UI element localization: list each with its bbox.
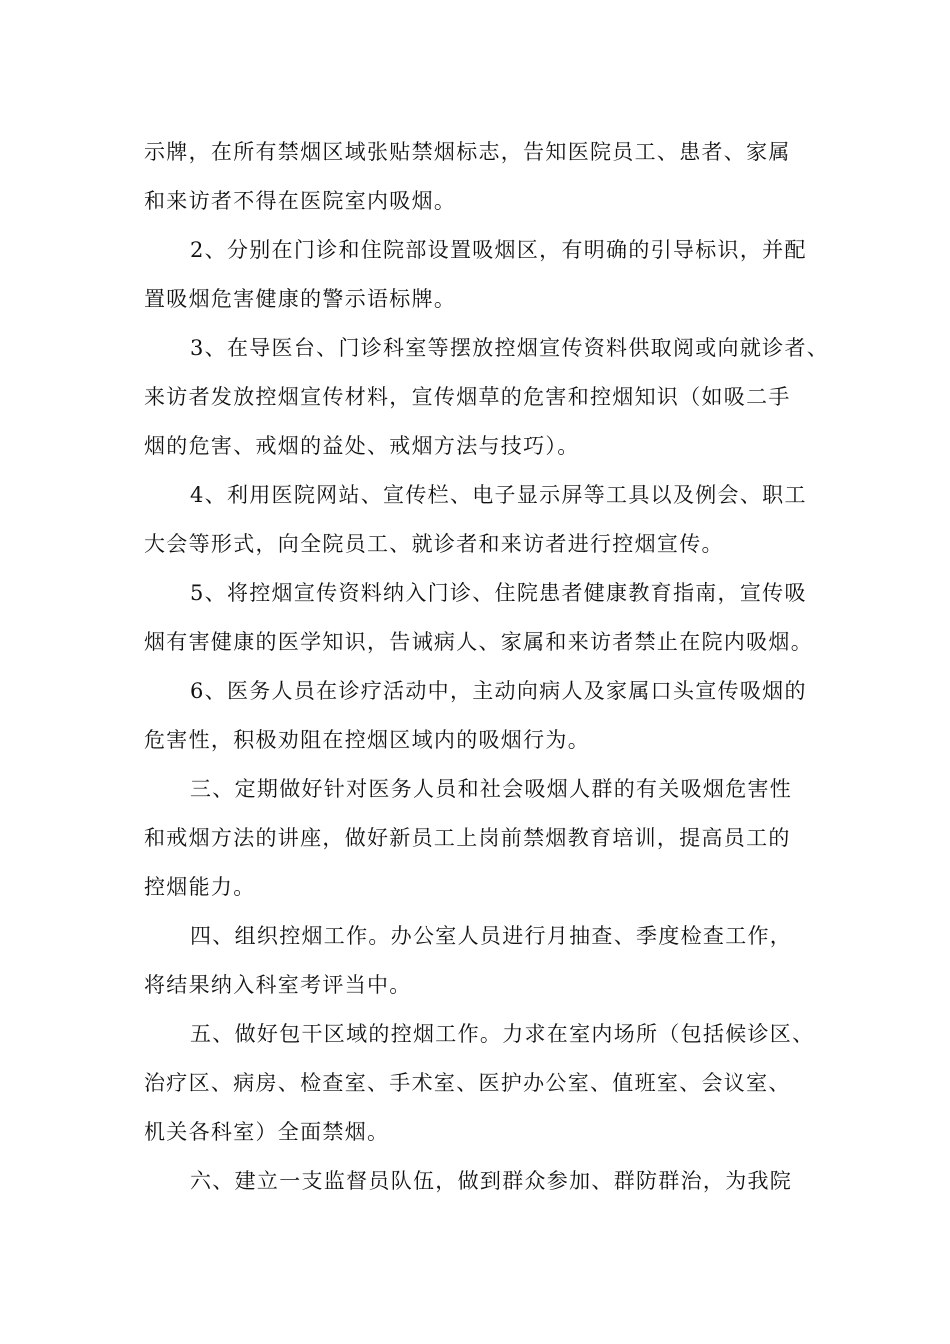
text-line: 治疗区、病房、检查室、手术室、医护办公室、值班室、会议室、 — [144, 1071, 791, 1095]
text-line: 大会等形式，向全院员工、就诊者和来访者进行控烟宣传。 — [144, 532, 724, 556]
text-line: 烟的危害、戒烟的益处、戒烟方法与技巧）。 — [144, 434, 580, 458]
text-line: 控烟能力。 — [144, 875, 256, 899]
paragraph-5-line-1: 5、将控烟宣传资料纳入门诊、住院患者健康教育指南，宣传吸 — [190, 581, 807, 605]
paragraph-4-line-1: 4、利用医院网站、宣传栏、电子显示屏等工具以及例会、职工 — [190, 483, 807, 507]
text-line: 置吸烟危害健康的警示语标牌。 — [144, 287, 457, 311]
text-line: 来访者发放控烟宣传材料，宣传烟草的危害和控烟知识（如吸二手 — [144, 385, 791, 409]
section-3-line-1: 三、定期做好针对医务人员和社会吸烟人群的有关吸烟危害性 — [190, 777, 793, 801]
text-line: 和戒烟方法的讲座，做好新员工上岗前禁烟教育培训，提高员工的 — [144, 826, 791, 850]
text-line: 烟有害健康的医学知识，告诫病人、家属和来访者禁止在院内吸烟。 — [144, 630, 813, 654]
text-line: 示牌，在所有禁烟区域张贴禁烟标志，告知医院员工、患者、家属 — [144, 140, 791, 164]
section-6-line-1: 六、建立一支监督员队伍，做到群众参加、群防群治，为我院 — [190, 1169, 793, 1193]
section-5-line-1: 五、做好包干区域的控烟工作。力求在室内场所（包括候诊区、 — [190, 1022, 815, 1046]
text-line: 将结果纳入科室考评当中。 — [144, 973, 412, 997]
text-line: 危害性，积极劝阻在控烟区域内的吸烟行为。 — [144, 728, 590, 752]
section-4-line-1: 四、组织控烟工作。办公室人员进行月抽查、季度检查工作， — [190, 924, 793, 948]
text-line: 机关各科室）全面禁烟。 — [144, 1120, 390, 1144]
paragraph-6-line-1: 6、医务人员在诊疗活动中，主动向病人及家属口头宣传吸烟的 — [190, 679, 807, 703]
paragraph-3-line-1: 3、在导医台、门诊科室等摆放控烟宣传资料供取阅或向就诊者、 — [190, 336, 830, 360]
paragraph-2-line-1: 2、分别在门诊和住院部设置吸烟区，有明确的引导标识，并配 — [190, 238, 807, 262]
text-line: 和来访者不得在医院室内吸烟。 — [144, 189, 457, 213]
